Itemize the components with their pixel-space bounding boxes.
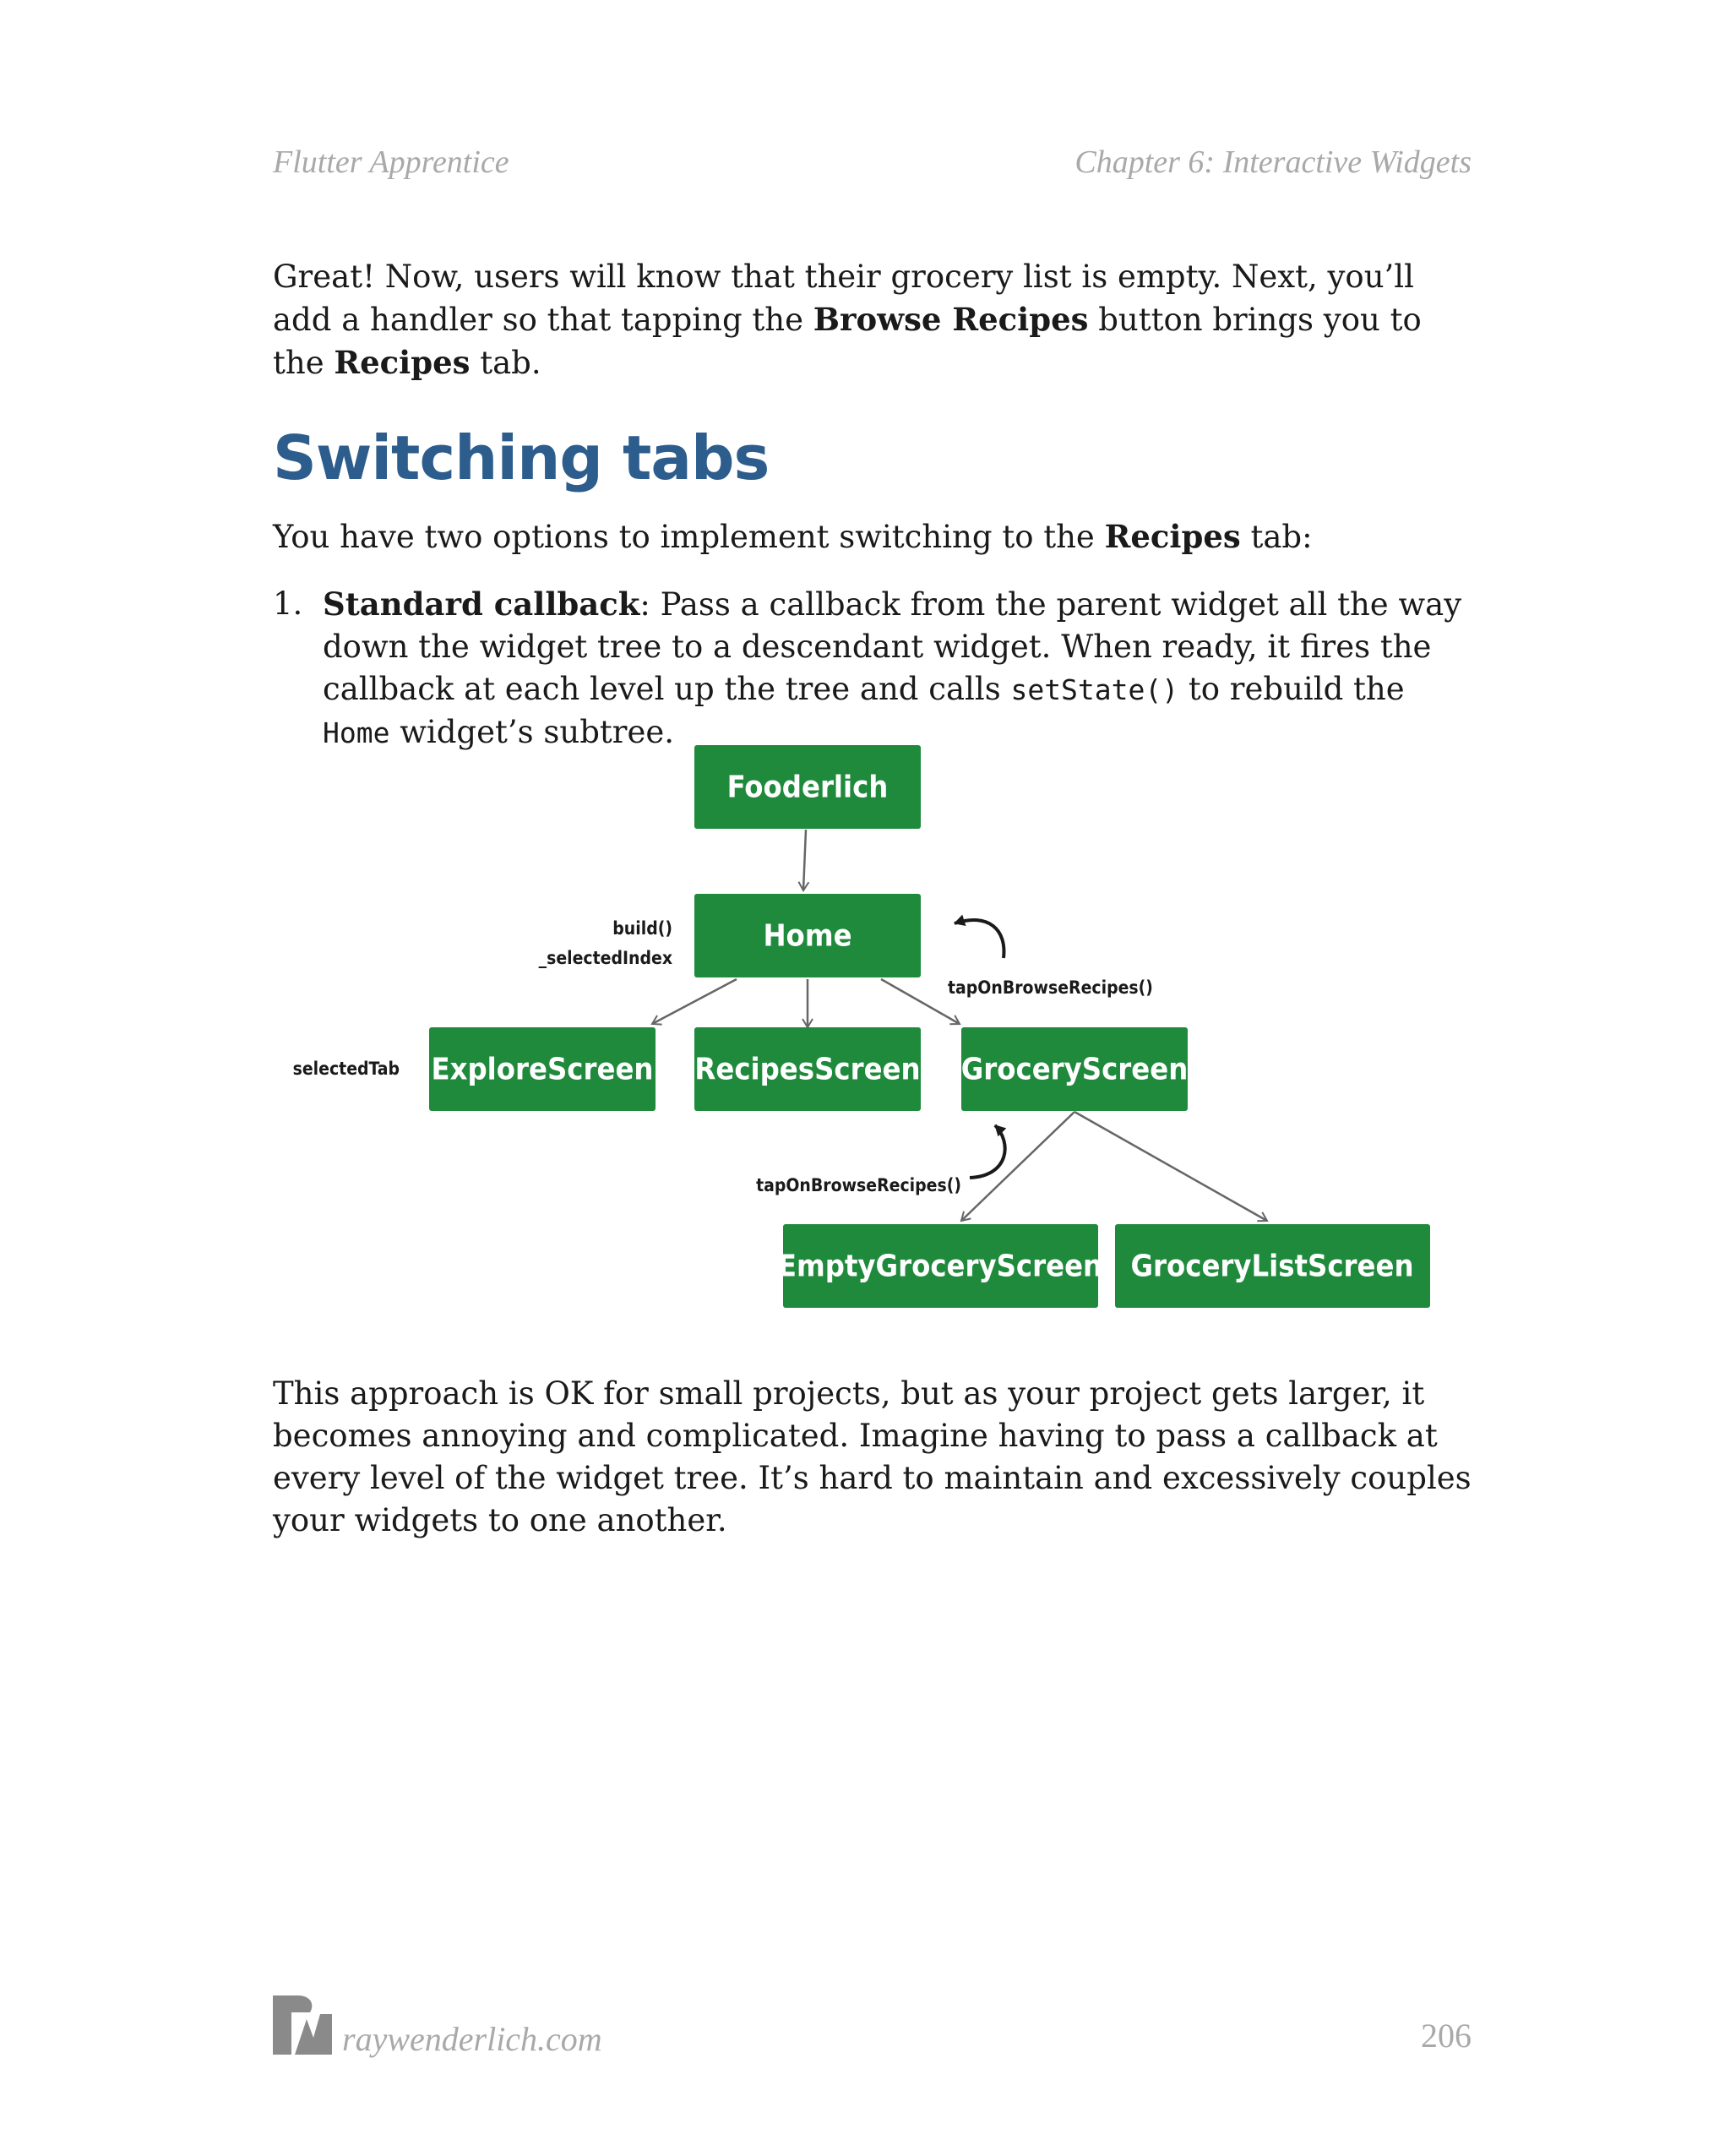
node-fooderlich <box>694 745 921 829</box>
browse-recipes-term: Browse Recipes <box>813 301 1089 338</box>
node-label: Fooderlich <box>726 770 889 805</box>
annotation-build: build() <box>612 918 672 939</box>
list-item-text: : Pass a callback from the parent widget all the way down the widget tree to a descendant widget. When ready, it fires the callback at each level up the tree and calls <box>323 586 1462 707</box>
recipes-term: Recipes <box>1104 518 1241 555</box>
node-explore-screen <box>429 1027 656 1111</box>
edge-grocery-list <box>1074 1112 1267 1221</box>
page-number: 206 <box>1421 2017 1472 2055</box>
edge-fooderlich-home <box>803 830 806 890</box>
node-label: EmptyGroceryScreen <box>777 1249 1103 1284</box>
running-header-book-title: Flutter Apprentice <box>273 144 509 180</box>
closing-paragraph: This approach is OK for small projects, but as your project gets larger, it becomes annoying and complicated. Imagine having to pass a callback at every level of the widget tree. It’s hard to maintain and excessively couples your widgets to one another. <box>273 1375 1472 1538</box>
edge-grocery-empty <box>961 1112 1074 1221</box>
code-home: Home <box>323 716 390 749</box>
annotation-tap-home: tapOnBrowseRecipes() <box>948 977 1153 998</box>
intro-text: button brings you to the <box>273 302 1422 381</box>
lead-text: You have two options to implement switching to the <box>273 519 1105 555</box>
list-item-text: to rebuild the <box>1178 671 1405 707</box>
raywenderlich-logo <box>273 1995 332 2055</box>
list-item-term: Standard callback <box>323 585 640 623</box>
running-header-chapter-title: Chapter 6: Interactive Widgets <box>1074 144 1472 180</box>
callback-arrow-home <box>955 920 1004 958</box>
node-label: RecipesScreen <box>694 1052 921 1087</box>
list-item-number: 1. <box>273 585 303 622</box>
node-recipes-screen <box>694 1027 921 1111</box>
annotation-tap-grocery: tapOnBrowseRecipes() <box>756 1175 961 1195</box>
intro-text: tab. <box>470 345 541 381</box>
edge-home-explore <box>652 979 737 1024</box>
recipes-term: Recipes <box>334 344 471 381</box>
node-grocery-list-screen <box>1115 1224 1430 1308</box>
section-title: Switching tabs <box>273 422 770 493</box>
node-home <box>694 894 921 977</box>
code-setstate: setState() <box>1010 673 1179 706</box>
annotation-selected-index: _selectedIndex <box>538 948 672 968</box>
lead-text: tab: <box>1240 519 1313 555</box>
annotation-selected-tab: selectedTab <box>292 1059 400 1079</box>
callback-arrow-grocery <box>970 1125 1005 1178</box>
intro-text: Great! Now, users will know that their grocery list is empty. Next, you’ll add a handler so that tapping the <box>273 259 1414 338</box>
node-label: GroceryScreen <box>960 1052 1189 1087</box>
footer-site-link[interactable]: raywenderlich.com <box>342 2020 602 2058</box>
node-label: Home <box>763 918 852 954</box>
list-item-text: widget’s subtree. <box>389 714 675 750</box>
node-grocery-screen <box>961 1027 1189 1111</box>
node-empty-grocery-screen <box>778 1224 1102 1308</box>
node-label: GroceryListScreen <box>1130 1249 1414 1284</box>
node-label: ExploreScreen <box>431 1052 654 1087</box>
tree-connectors <box>652 830 1267 1221</box>
